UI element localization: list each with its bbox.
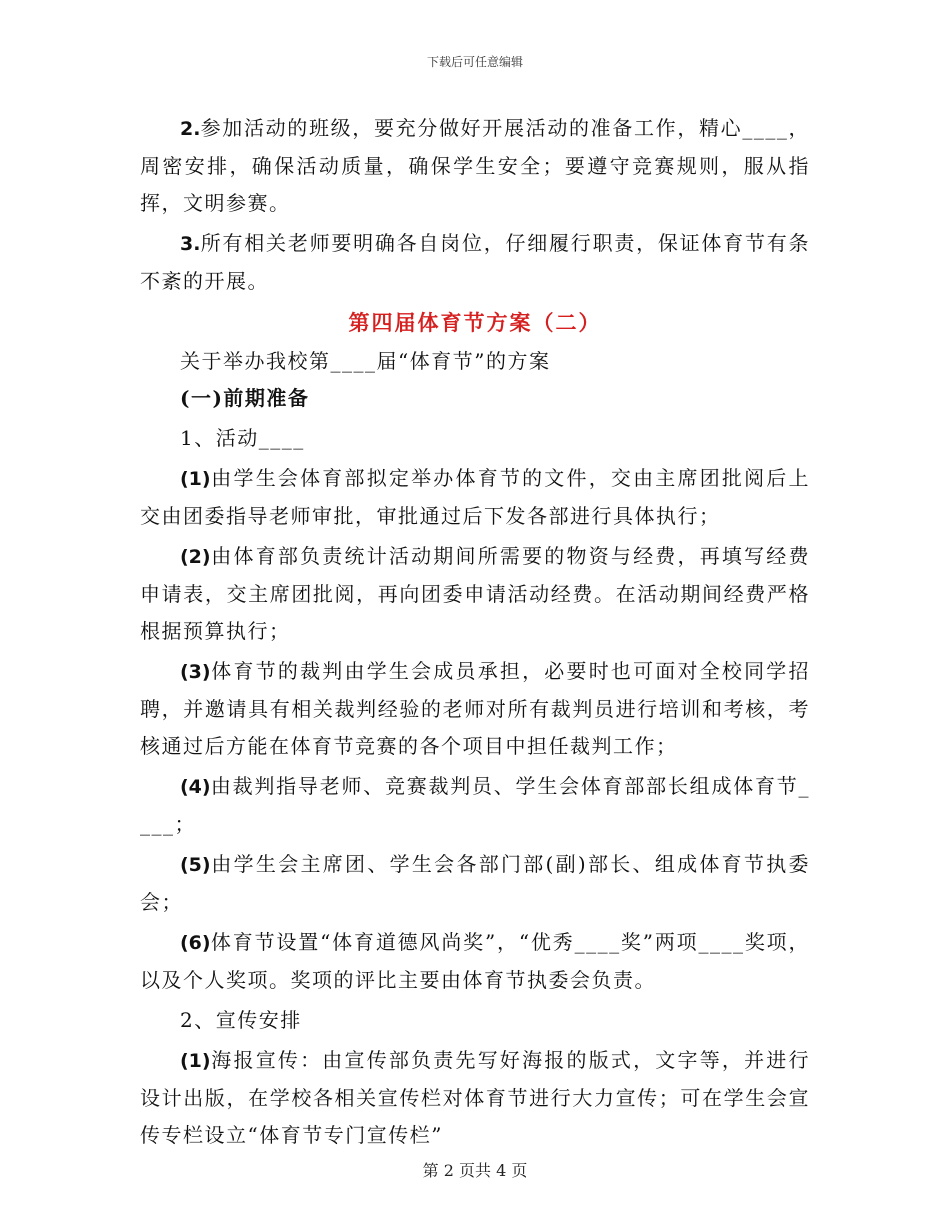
- item-text: 海报宣传：由宣传部负责先写好海报的版式，文字等，并进行设计出版，在学校各相关宣传栏对体育节进行大力宣传；可在学生会宣传专栏设立“体育节专门宣传栏”: [140, 1048, 810, 1147]
- item-number: (1): [180, 1050, 211, 1072]
- list-item: [140, 460, 810, 535]
- header-note: 下载后可任意编辑: [426, 55, 523, 69]
- list-item: [140, 768, 810, 843]
- item-number: (6): [180, 932, 211, 954]
- item-1-label: 1、活动____: [180, 426, 305, 450]
- item-text: 由裁判指导老师、竞赛裁判员、学生会体育部部长组成体育节____；: [140, 774, 810, 836]
- item-number: (5): [180, 854, 211, 876]
- list-item: [140, 846, 810, 921]
- item-text: 由学生会体育部拟定举办体育节的文件，交由主席团批阅后上交由团委指导老师审批，审批通过后下发各部进行具体执行；: [140, 466, 810, 528]
- paragraph-number: 3.: [180, 233, 201, 255]
- paragraph-3: [140, 225, 810, 300]
- list-item: [140, 1042, 810, 1154]
- paragraph-text: 参加活动的班级，要充分做好开展活动的准备工作，精心____，周密安排，确保活动质量，确保学生安全；要遵守竞赛规则，服从指挥，文明参赛。: [140, 116, 810, 215]
- item-number: (2): [180, 546, 211, 568]
- item-text: 体育节设置“体育道德风尚奖”，“优秀____奖”两项____奖项，以及个人奖项。奖项的评比主要由体育节执委会负责。: [140, 930, 810, 992]
- list-item: [140, 538, 810, 650]
- intro-line: 关于举办我校第____届“体育节”的方案: [180, 349, 551, 373]
- item-2-label: 2、宣传安排: [180, 1008, 302, 1032]
- paragraph-text: 所有相关老师要明确各自岗位，仔细履行职责，保证体育节有条不紊的开展。: [140, 231, 810, 293]
- item-number: (3): [180, 661, 211, 683]
- list-item: [140, 653, 810, 765]
- list-item: [140, 924, 810, 999]
- paragraph-number: 2.: [180, 118, 201, 140]
- subheading-preparation: (一)前期准备: [180, 386, 310, 410]
- item-number: (1): [180, 468, 211, 490]
- page-footer: 第 2 页共 4 页: [422, 1161, 528, 1180]
- item-number: (4): [180, 776, 211, 798]
- section-title: 第四届体育节方案（二）: [348, 310, 602, 335]
- item-text: 由体育部负责统计活动期间所需要的物资与经费，再填写经费申请表，交主席团批阅，再向团委申请活动经费。在活动期间经费严格根据预算执行；: [140, 544, 810, 643]
- paragraph-2: [140, 110, 810, 222]
- item-text: 由学生会主席团、学生会各部门部(副)部长、组成体育节执委会；: [140, 852, 810, 914]
- document-body: [140, 110, 810, 1157]
- item-text: 体育节的裁判由学生会成员承担，必要时也可面对全校同学招聘，并邀请具有相关裁判经验的老师对所有裁判员进行培训和考核，考核通过后方能在体育节竞赛的各个项目中担任裁判工作；: [140, 659, 810, 758]
